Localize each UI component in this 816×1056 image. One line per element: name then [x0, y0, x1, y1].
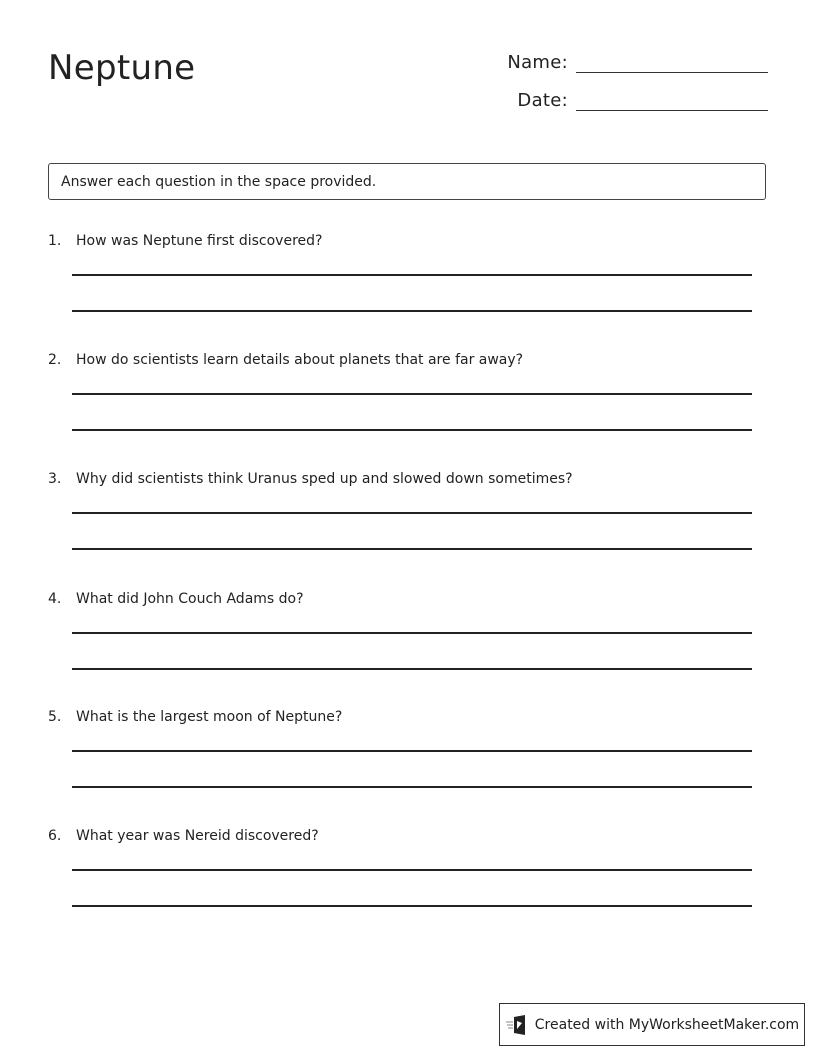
- question-2: [48, 351, 768, 369]
- instructions-box: Answer each question in the space provided.: [48, 163, 766, 200]
- question-3: [48, 470, 768, 488]
- question-number: 5.: [48, 709, 62, 725]
- question-text: Why did scientists think Uranus sped up and slowed down sometimes?: [76, 471, 573, 487]
- question-text: How do scientists learn details about planets that are far away?: [76, 352, 524, 368]
- footer-text: Created with MyWorksheetMaker.com: [534, 1016, 800, 1033]
- answer-line[interactable]: [72, 393, 752, 395]
- question-number: 4.: [48, 591, 62, 607]
- footer-credit[interactable]: [499, 1003, 805, 1046]
- answer-line[interactable]: [72, 429, 752, 431]
- answer-line[interactable]: [72, 668, 752, 670]
- answer-line[interactable]: [72, 786, 752, 788]
- worksheet-maker-logo-icon: [505, 1014, 529, 1036]
- question-number: 1.: [48, 233, 62, 249]
- answer-line[interactable]: [72, 905, 752, 907]
- name-input-line[interactable]: [576, 52, 768, 73]
- question-4: [48, 590, 768, 608]
- answer-line[interactable]: [72, 869, 752, 871]
- question-number: 2.: [48, 352, 62, 368]
- name-label: Name:: [507, 52, 568, 73]
- name-field: [507, 52, 768, 73]
- answer-line[interactable]: [72, 750, 752, 752]
- question-1: [48, 232, 768, 250]
- question-text: How was Neptune first discovered?: [76, 233, 323, 249]
- question-text: What year was Nereid discovered?: [76, 828, 319, 844]
- answer-line[interactable]: [72, 548, 752, 550]
- question-5: [48, 708, 768, 726]
- question-6: [48, 827, 768, 845]
- answer-line[interactable]: [72, 274, 752, 276]
- answer-line[interactable]: [72, 632, 752, 634]
- question-number: 6.: [48, 828, 62, 844]
- answer-line[interactable]: [72, 512, 752, 514]
- date-input-line[interactable]: [576, 90, 768, 111]
- question-number: 3.: [48, 471, 62, 487]
- date-label: Date:: [517, 90, 568, 111]
- question-text: What is the largest moon of Neptune?: [76, 709, 343, 725]
- worksheet-title: Neptune: [48, 48, 196, 88]
- date-field: [517, 90, 768, 111]
- answer-line[interactable]: [72, 310, 752, 312]
- question-text: What did John Couch Adams do?: [76, 591, 304, 607]
